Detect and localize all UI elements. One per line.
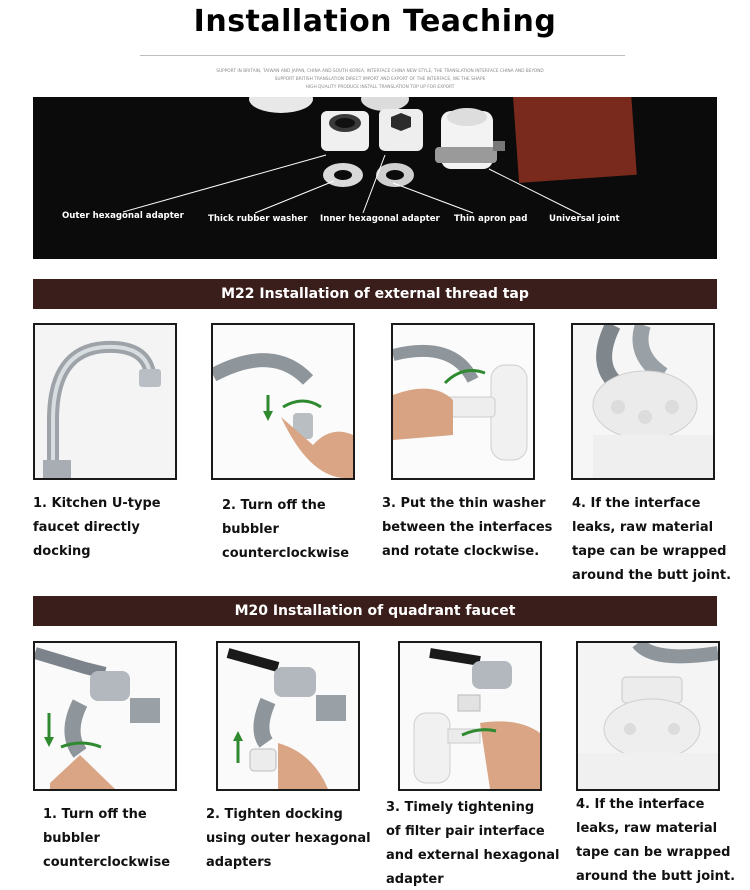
step-photo-bubbler-removal	[33, 641, 177, 791]
caption-line: faucet directly	[33, 520, 140, 535]
part-label-outer-hex: Outer hexagonal adapter	[62, 211, 184, 221]
caption-line: 3. Put the thin washer	[382, 496, 546, 511]
title-divider	[140, 55, 625, 56]
caption-line: counterclockwise	[43, 855, 171, 870]
step-caption	[43, 803, 213, 875]
fineprint	[200, 68, 560, 92]
caption-line: and external hexagonal	[386, 848, 560, 863]
fineprint-line: HIGH QUALITY PRODUCE INSTALL TRANSLATION TOP UP FOR EXPORT	[305, 85, 455, 90]
caption-line: tape can be wrapped	[576, 845, 731, 860]
caption-line: tape can be wrapped	[572, 544, 727, 559]
caption-line: 3. Timely tightening	[386, 800, 535, 815]
section-banner-m22: M22 Installation of external thread tap	[33, 279, 717, 309]
step-caption	[576, 793, 748, 889]
fineprint-line: SUPPORT BRITISH TRANSLATION DIRECT IMPORT AND EXPORT OF THE INTERFACE, WE THE SHAPE	[274, 77, 486, 82]
step-photo-bubbler-removal	[211, 323, 355, 480]
caption-line: counterclockwise	[222, 546, 350, 561]
caption-line: adapters	[206, 855, 272, 870]
step-photo-interface-closeup	[576, 641, 720, 791]
part-label-universal-joint: Universal joint	[549, 214, 620, 224]
caption-line: 2. Turn off the	[222, 498, 326, 513]
universal-joint-image	[435, 108, 505, 169]
caption-line: using outer hexagonal	[206, 831, 371, 846]
caption-line: docking	[33, 544, 91, 559]
caption-line: of filter pair interface	[386, 824, 545, 839]
part-label-thin-apron: Thin apron pad	[454, 214, 528, 224]
caption-line: 1. Turn off the	[43, 807, 147, 822]
caption-line: leaks, raw material	[572, 520, 714, 535]
caption-line: between the interfaces	[382, 520, 553, 535]
parts-illustration	[33, 97, 717, 259]
caption-line: around the butt joint.	[572, 568, 732, 583]
caption-line: bubbler	[222, 522, 279, 537]
caption-line: bubbler	[43, 831, 100, 846]
section-banner-m20: M20 Installation of quadrant faucet	[33, 596, 717, 626]
step-photo-interface-closeup	[571, 323, 715, 480]
parts-diagram	[33, 97, 717, 259]
fineprint-line: SUPPORT IN BRITAIN, TAIWAN AND JAPAN, CHINA AND SOUTH KOREA, INTERFACE CHINA NEW STYLE, THE TRANSLATION INTERFACE CHINA AND BEYOND	[216, 69, 544, 74]
outer-hex-adapter-image	[321, 111, 369, 151]
step-photo-adapter-tighten	[216, 641, 360, 791]
caption-line: adapter	[386, 872, 444, 887]
step-caption	[386, 796, 571, 890]
caption-line: 4. If the interface	[576, 797, 705, 812]
step-caption	[382, 492, 567, 564]
step-photo-filter-attach	[398, 641, 542, 791]
top-piece	[249, 97, 313, 113]
step-photo-u-type-faucet	[33, 323, 177, 480]
step-photo-filter-attach	[391, 323, 535, 480]
page-title: Installation Teaching	[193, 4, 557, 39]
inner-hex-adapter-image	[379, 109, 423, 151]
part-label-inner-hex: Inner hexagonal adapter	[320, 214, 440, 224]
part-label-thick-washer: Thick rubber washer	[208, 214, 308, 224]
caption-line: and rotate clockwise.	[382, 544, 540, 559]
caption-line: 1. Kitchen U-type	[33, 496, 161, 511]
caption-line: around the butt joint.	[576, 869, 736, 884]
apron-pad-image	[513, 97, 637, 183]
caption-line: 2. Tighten docking	[206, 807, 343, 822]
step-caption	[33, 492, 203, 564]
caption-line: 4. If the interface	[572, 496, 701, 511]
step-caption	[572, 492, 747, 588]
caption-line: leaks, raw material	[576, 821, 718, 836]
step-caption	[222, 494, 382, 566]
step-caption	[206, 803, 381, 875]
